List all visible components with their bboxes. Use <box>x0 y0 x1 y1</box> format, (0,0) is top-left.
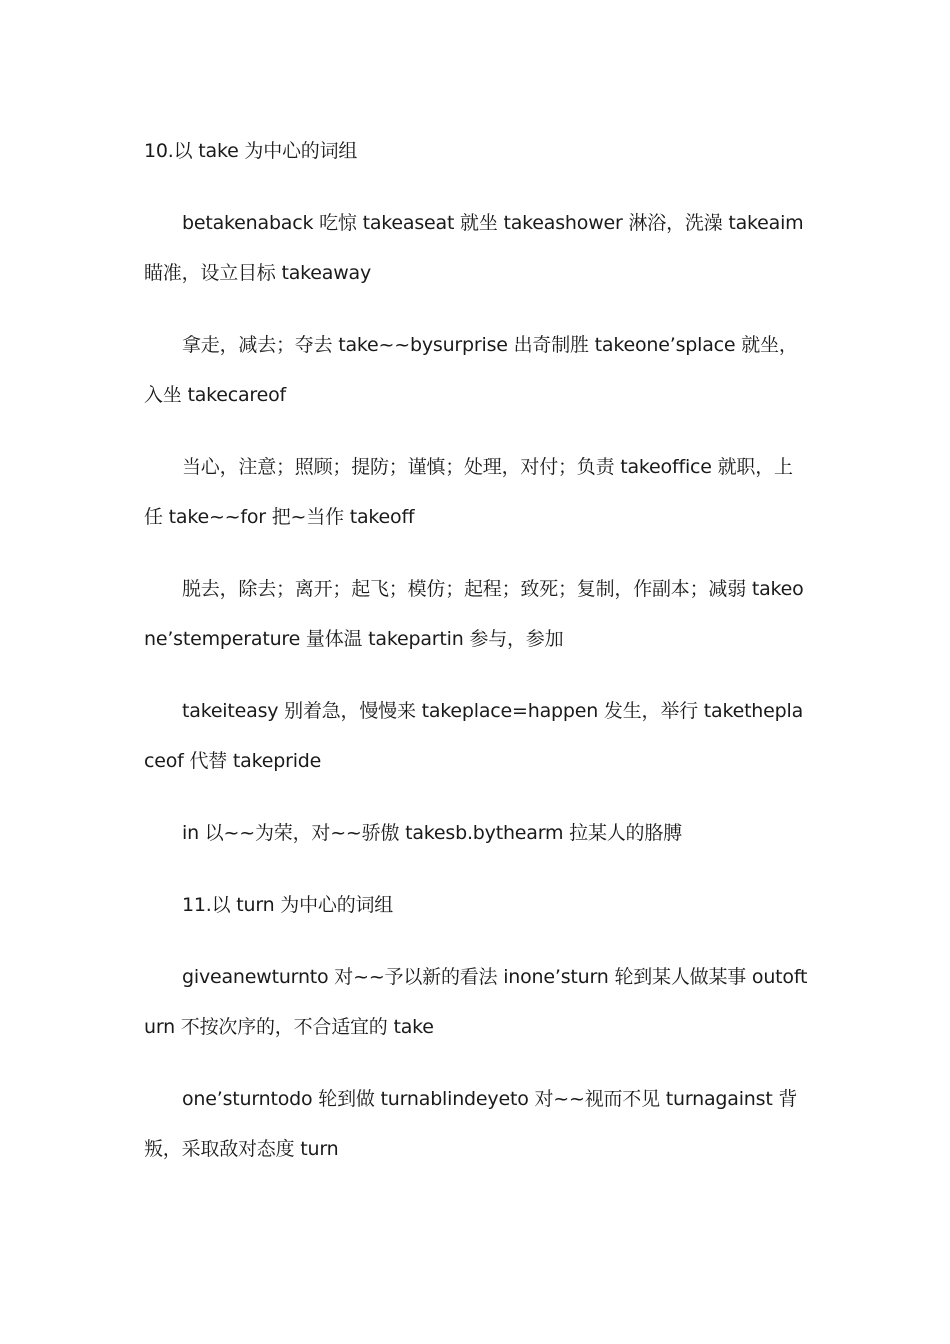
section-heading-turn: 11.以 turn 为中心的词组 <box>182 894 394 916</box>
paragraph: giveanewturnto 对~~予以新的看法 inone’sturn 轮到某人做某事 outofturn 不按次序的，不合适宜的 take <box>144 966 808 1038</box>
paragraph: 拿走，减去；夺去 take~~bysurprise 出奇制胜 takeone’splace 就坐，入坐 takecareof <box>144 334 798 406</box>
section-heading-take: 10.以 take 为中心的词组 <box>144 140 358 162</box>
paragraph: in 以~~为荣，对~~骄傲 takesb.bythearm 拉某人的胳膊 <box>182 822 682 844</box>
paragraph: 当心，注意；照顾；提防；谨慎；处理，对付；负责 takeoffice 就职，上任 take~~for 把~当作 takeoff <box>144 456 793 528</box>
document-body <box>144 126 810 1196</box>
paragraph: betakenaback 吃惊 takeaseat 就坐 takeashower 淋浴，洗澡 takeaim 瞄准，设立目标 takeaway <box>144 212 804 284</box>
paragraph: takeiteasy 别着急，慢慢来 takeplace=happen 发生，举行 taketheplaceof 代替 takepride <box>144 700 804 772</box>
paragraph: 脱去，除去；离开；起飞；模仿；起程；致死；复制，作副本；减弱 takeone’stemperature 量体温 takepartin 参与，参加 <box>144 578 804 650</box>
paragraph: one’sturntodo 轮到做 turnablindeyeto 对~~视而不见 turnagainst 背叛，采取敌对态度 turn <box>144 1088 798 1160</box>
